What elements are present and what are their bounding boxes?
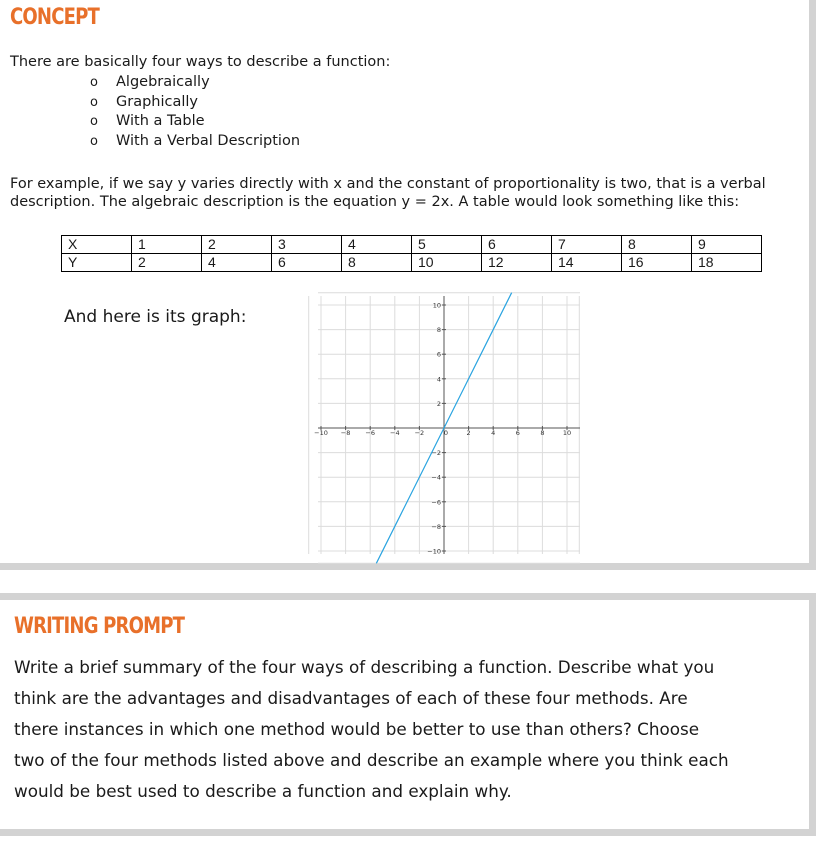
table-cell: 6: [482, 236, 552, 254]
table-cell: 2: [202, 236, 272, 254]
table-row: [62, 236, 762, 254]
writing-prompt-panel: [0, 593, 816, 836]
table-cell: 12: [482, 254, 552, 272]
writing-prompt-heading: WRITING PROMPT: [14, 614, 185, 639]
x-tick-label: 2: [466, 429, 471, 437]
x-tick-label: 0: [443, 429, 449, 437]
concept-heading: CONCEPT: [10, 5, 100, 30]
table-cell: Y: [62, 254, 132, 272]
x-tick-label: 10: [562, 429, 572, 437]
prompt-line: two of the four methods listed above and describe an example where you think each: [14, 750, 729, 770]
y-tick-label: 2: [436, 399, 441, 408]
table-cell: 3: [272, 236, 342, 254]
x-tick-label: 4: [491, 429, 496, 437]
bullet-marker: o: [90, 114, 98, 130]
table-cell: 8: [622, 236, 692, 254]
x-tick-label: −6: [365, 429, 375, 437]
methods-list: [90, 73, 300, 151]
table-cell: 10: [412, 254, 482, 272]
bullet-marker: o: [90, 94, 98, 110]
prompt-line: would be best used to describe a function and explain why.: [14, 781, 512, 801]
writing-prompt-text: [14, 652, 804, 807]
x-tick-label: −8: [340, 429, 351, 437]
table-cell: 18: [692, 254, 762, 272]
x-tick-label: −4: [390, 429, 400, 437]
table-cell: 4: [202, 254, 272, 272]
y-tick-label: 10: [432, 301, 441, 310]
y-tick-label: −6: [431, 498, 441, 507]
y-tick-label: 8: [436, 326, 441, 335]
table-cell: 14: [552, 254, 622, 272]
table-cell: 7: [552, 236, 622, 254]
prompt-line: think are the advantages and disadvantages of each of these four methods. Are: [14, 688, 688, 708]
bullet-marker: o: [90, 133, 98, 149]
table-cell: 5: [412, 236, 482, 254]
list-item: o Algebraically: [90, 73, 300, 93]
list-item: o With a Table: [90, 112, 300, 132]
intro-text: There are basically four ways to describe a function:: [10, 54, 391, 70]
table-cell: X: [62, 236, 132, 254]
table-cell: 9: [692, 236, 762, 254]
prompt-line: Write a brief summary of the four ways of describing a function. Describe what you: [14, 657, 715, 677]
table-cell: 2: [132, 254, 202, 272]
y-tick-label: −2: [431, 449, 441, 458]
table-cell: 1: [132, 236, 202, 254]
table-cell: 16: [622, 254, 692, 272]
x-tick-label: 8: [540, 429, 545, 437]
x-tick-label: −2: [414, 429, 425, 437]
table-cell: 6: [272, 254, 342, 272]
list-item: o With a Verbal Description: [90, 132, 300, 152]
example-paragraph: For example, if we say y varies directly with x and the constant of proportionality is two, that is a verbal description. The algebraic description is the equation y = 2x. A table would look something like this:: [10, 176, 766, 210]
y-tick-label: −8: [431, 522, 441, 531]
table-cell: 4: [342, 236, 412, 254]
list-item: o Graphically: [90, 93, 300, 113]
y-tick-label: 6: [436, 350, 441, 359]
prompt-line: there instances in which one method would be better to use than others? Choose: [14, 719, 700, 739]
x-tick-label: 6: [515, 429, 520, 437]
y-tick-label: −10: [427, 547, 441, 556]
bullet-marker: o: [90, 75, 98, 90]
y-tick-label: −4: [431, 473, 441, 482]
table-row: [62, 254, 762, 272]
function-graph: [314, 296, 580, 556]
x-tick-label: −10: [314, 429, 328, 437]
graph-caption: And here is its graph:: [64, 307, 247, 327]
table-cell: 8: [342, 254, 412, 272]
y-tick-label: 4: [436, 375, 441, 384]
values-table: [61, 235, 762, 272]
